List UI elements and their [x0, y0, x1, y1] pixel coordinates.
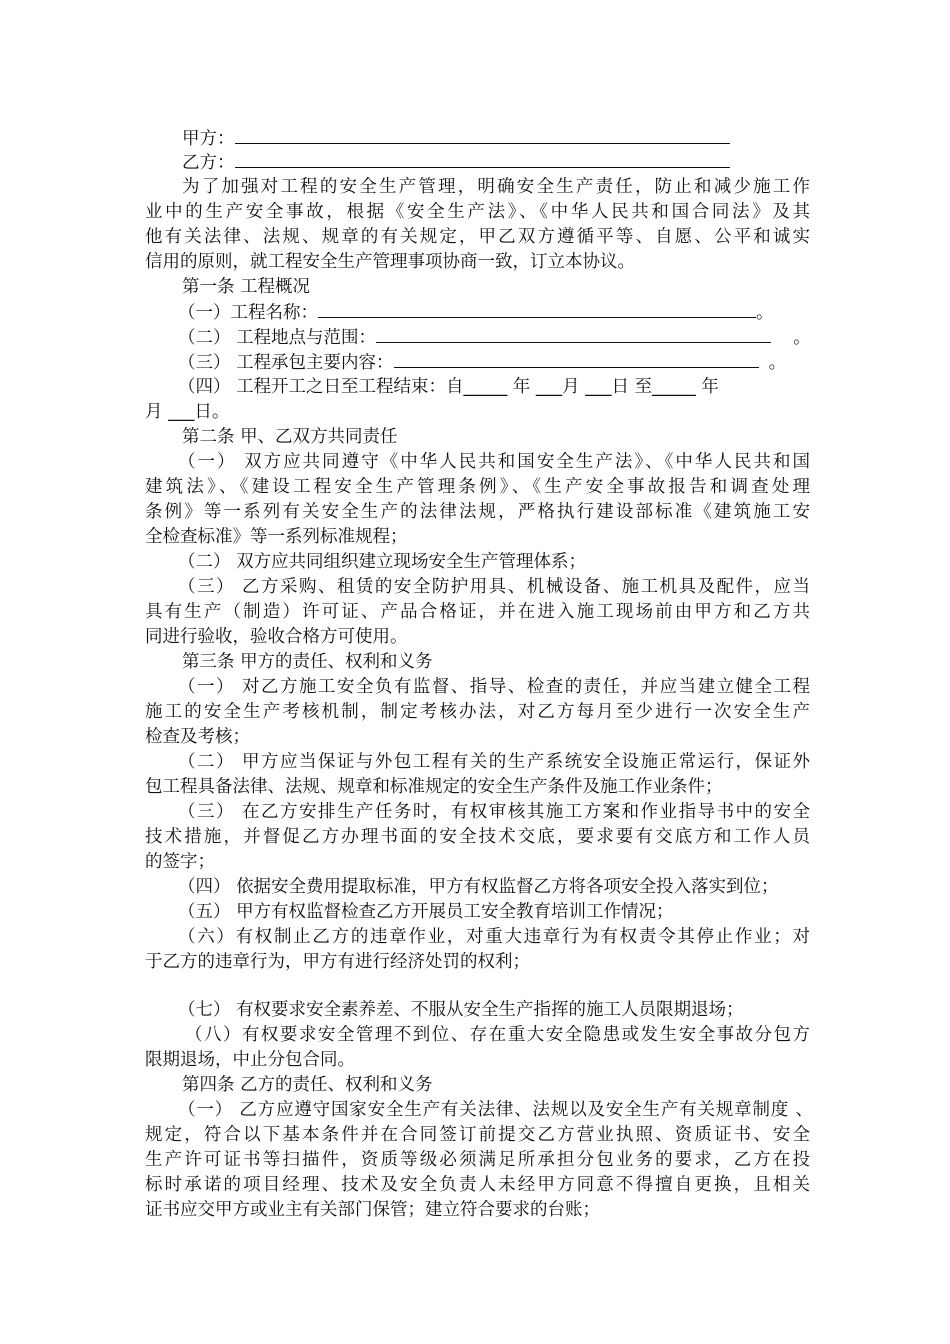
- article-2-line: 具有生产（制造）许可证、产品合格证，并在进入施工现场前由甲方和乙方共: [145, 602, 810, 622]
- article-4-line: 标时承诺的项目经理、技术及安全负责人未经甲方同意不得擅自更换，且相关: [145, 1175, 810, 1195]
- article-2-title: 第二条 甲、乙双方共同责任: [182, 427, 398, 447]
- project-name-line: [178, 300, 843, 326]
- party-a-label: 甲方：: [182, 129, 235, 149]
- article-3-line: 检查及考核；: [145, 727, 250, 747]
- party-b-line: [182, 150, 847, 176]
- article-3-line: （四） 依据安全费用提取标准，甲方有权监督乙方将各项安全投入落实到位；: [178, 877, 779, 897]
- article-4-line: 生产许可证书等扫描件，资质等级必须满足所承担分包业务的要求，乙方在投: [145, 1150, 810, 1170]
- project-content-line: [178, 350, 843, 376]
- project-location-blank: [376, 325, 771, 343]
- article-2-line: 条例》等一系列有关安全生产的法律法规，严格执行建设部标准《建筑施工安: [145, 502, 810, 522]
- article-3-line: （六）有权制止乙方的违章作业，对重大违章行为有权责令其停止作业；对: [178, 927, 810, 947]
- project-location-label: （二） 工程地点与范围：: [178, 328, 377, 348]
- article-4-title: 第四条 乙方的责任、权利和义务: [182, 1075, 433, 1095]
- party-b-label: 乙方：: [182, 153, 235, 173]
- party-b-blank: [235, 150, 730, 168]
- article-3-line: 限期退场，中止分包合同。: [145, 1050, 355, 1070]
- project-content-blank: [394, 350, 759, 368]
- article-2-line: （二） 双方应共同组织建立现场安全生产管理体系；: [178, 552, 587, 572]
- article-2-line: 全检查标准》等一系列标准规程；: [145, 527, 408, 547]
- intro-line-3: 他有关法律、法规、规章的有关规定，甲乙双方遵循平等、自愿、公平和诚实: [145, 227, 810, 247]
- article-3-line: 包工程具备法律、法规、规章和标准规定的安全生产条件及施工作业条件；: [145, 777, 723, 797]
- intro-line-2: 业中的生产安全事故，根据《安全生产法》、《中华人民共和国合同法》及其: [145, 202, 810, 222]
- article-3-line: 施工的安全生产考核机制，制定考核办法，对乙方每月至少进行一次安全生产: [145, 702, 810, 722]
- project-content-end: 。: [768, 353, 787, 373]
- article-2-line: （一） 双方应共同遵守《中华人民共和国安全生产法》、《中华人民共和国: [178, 452, 810, 472]
- intro-line-4: 信用的原则，就工程安全生产管理事项协商一致，订立本协议。: [145, 252, 635, 272]
- article-4-line: （一） 乙方应遵守国家安全生产有关法律、法规以及安全生产有关规章制度 、: [178, 1100, 813, 1120]
- article-1-title: 第一条 工程概况: [182, 277, 311, 297]
- article-3-line: （五） 甲方有权监督检查乙方开展员工安全教育培训工作情况；: [178, 902, 674, 922]
- project-location-end: 。: [793, 328, 811, 348]
- intro-line-1: 为了加强对工程的安全生产管理，明确安全生产责任，防止和减少施工作: [182, 177, 810, 197]
- article-2-line: （三） 乙方采购、租赁的安全防护用具、机械设备、施工机具及配件，应当: [178, 577, 810, 597]
- project-period-line-2: 月 ___日。: [145, 402, 230, 422]
- article-3-line: 的签字；: [145, 852, 215, 872]
- project-location-line: [178, 325, 843, 351]
- article-2-line: 同进行验收，验收合格方可使用。: [145, 627, 408, 647]
- project-content-label: （三） 工程承包主要内容：: [178, 353, 394, 373]
- party-a-line: [182, 126, 847, 152]
- project-name-end: 。: [756, 303, 774, 323]
- article-3-line: 于乙方的违章行为，甲方有进行经济处罚的权利；: [145, 952, 530, 972]
- article-3-line: （二） 甲方应当保证与外包工程有关的生产系统安全设施正常运行，保证外: [178, 752, 810, 772]
- article-3-line: （三） 在乙方安排生产任务时，有权审核其施工方案和作业指导书中的安全: [178, 802, 810, 822]
- article-3-title: 第三条 甲方的责任、权利和义务: [182, 652, 433, 672]
- party-a-blank: [235, 126, 730, 144]
- project-name-label: （一）工程名称：: [178, 303, 318, 323]
- article-4-line: 证书应交甲方或业主有关部门保管；建立符合要求的台账；: [145, 1200, 600, 1220]
- article-2-line: 建筑法》、《建设工程安全生产管理条例》、《生产安全事故报告和调查处理: [145, 477, 810, 497]
- article-4-line: 规定，符合以下基本条件并在合同签订前提交乙方营业执照、资质证书、安全: [145, 1125, 810, 1145]
- article-3-line: （七） 有权要求安全素养差、不服从安全生产指挥的施工人员限期退场；: [178, 1000, 744, 1020]
- article-3-line: （八）有权要求安全管理不到位、存在重大安全隐患或发生安全事故分包方: [185, 1025, 810, 1045]
- project-name-blank: [318, 300, 756, 318]
- article-3-line: 技术措施，并督促乙方办理书面的安全技术交底，要求要有交底方和工作人员: [145, 827, 810, 847]
- article-3-line: （一） 对乙方施工安全负有监督、指导、检查的责任，并应当建立健全工程: [178, 677, 810, 697]
- project-period-line-1: （四） 工程开工之日至工程结束：自_____ 年 ___月 ___日 至_____ 年: [178, 377, 719, 397]
